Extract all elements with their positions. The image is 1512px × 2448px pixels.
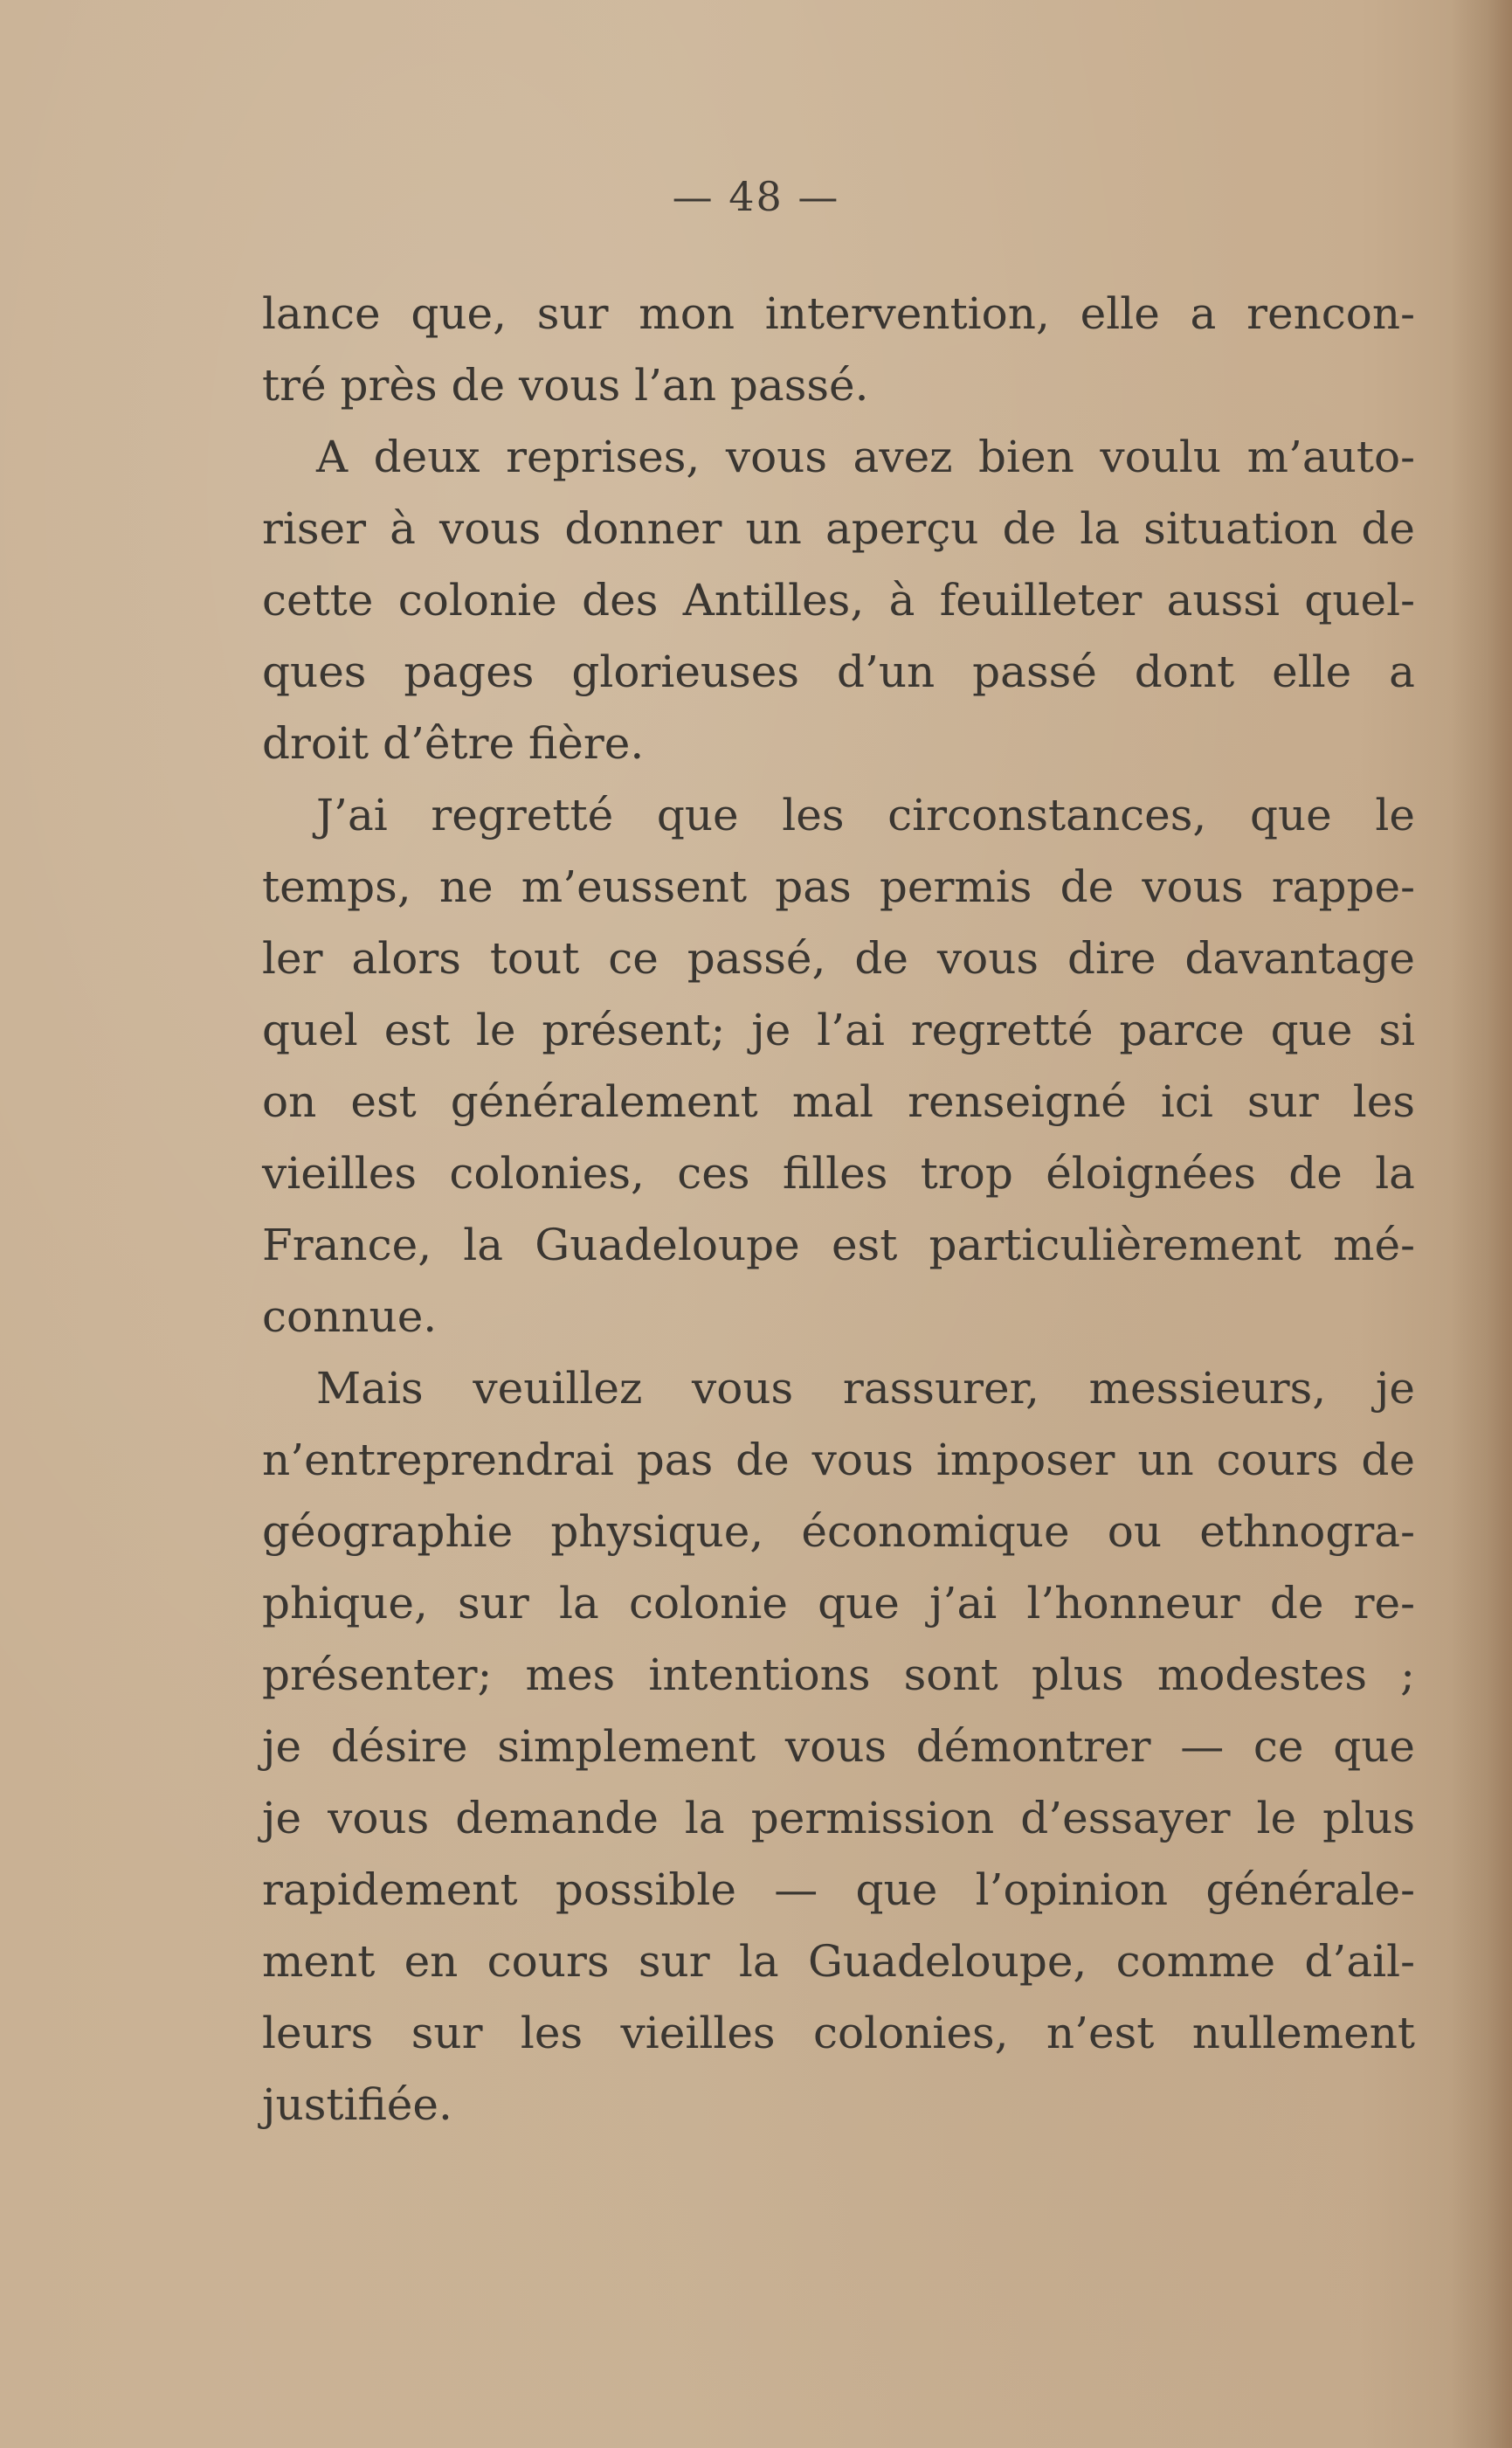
text-line: lance que, sur mon intervention, elle a rencon-: [262, 288, 1415, 339]
text-line: riser à vous donner un aperçu de la situation de: [262, 503, 1415, 554]
text-line: ques pages glorieuses d’un passé dont elle a: [262, 647, 1415, 697]
text-line: géographie physique, économique ou ethnogra-: [262, 1506, 1415, 1557]
text-line: je vous demande la permission d’essayer le plus: [262, 1793, 1415, 1843]
text-line: phique, sur la colonie que j’ai l’honneur de re-: [262, 1578, 1415, 1629]
text-line: cette colonie des Antilles, à feuilleter aussi quel-: [262, 575, 1415, 626]
text-line: leurs sur les vieilles colonies, n’est nullement: [262, 2008, 1415, 2058]
text-line: Mais veuillez vous rassurer, messieurs, je: [316, 1363, 1415, 1414]
text-line: je désire simplement vous démontrer — ce que: [262, 1721, 1415, 1772]
text-line: justifiée.: [262, 2079, 452, 2130]
text-line: France, la Guadeloupe est particulièrement mé-: [262, 1220, 1415, 1270]
text-line: quel est le présent; je l’ai regretté parce que si: [262, 1005, 1415, 1055]
text-line: temps, ne m’eussent pas permis de vous rappe-: [262, 861, 1415, 912]
text-line: droit d’être fière.: [262, 718, 645, 769]
text-line: rapidement possible — que l’opinion générale-: [262, 1864, 1415, 1915]
page-number: — 48 —: [672, 173, 840, 220]
text-line: J’ai regretté que les circonstances, que le: [316, 790, 1415, 840]
text-line: tré près de vous l’an passé.: [262, 360, 869, 411]
text-line: vieilles colonies, ces filles trop éloignées de la: [262, 1148, 1415, 1199]
text-line: connue.: [262, 1291, 438, 1342]
page-edge-shadow: [1451, 0, 1512, 2448]
text-line: on est généralement mal renseigné ici sur les: [262, 1076, 1415, 1127]
text-line: A deux reprises, vous avez bien voulu m’auto-: [316, 432, 1415, 482]
text-line: n’entreprendrai pas de vous imposer un cours de: [262, 1435, 1415, 1485]
text-line: présenter; mes intentions sont plus modestes ;: [262, 1649, 1415, 1700]
text-line: ler alors tout ce passé, de vous dire davantage: [262, 933, 1415, 984]
text-line: ment en cours sur la Guadeloupe, comme d’ail-: [262, 1936, 1415, 1987]
body-text: [262, 278, 1415, 2140]
